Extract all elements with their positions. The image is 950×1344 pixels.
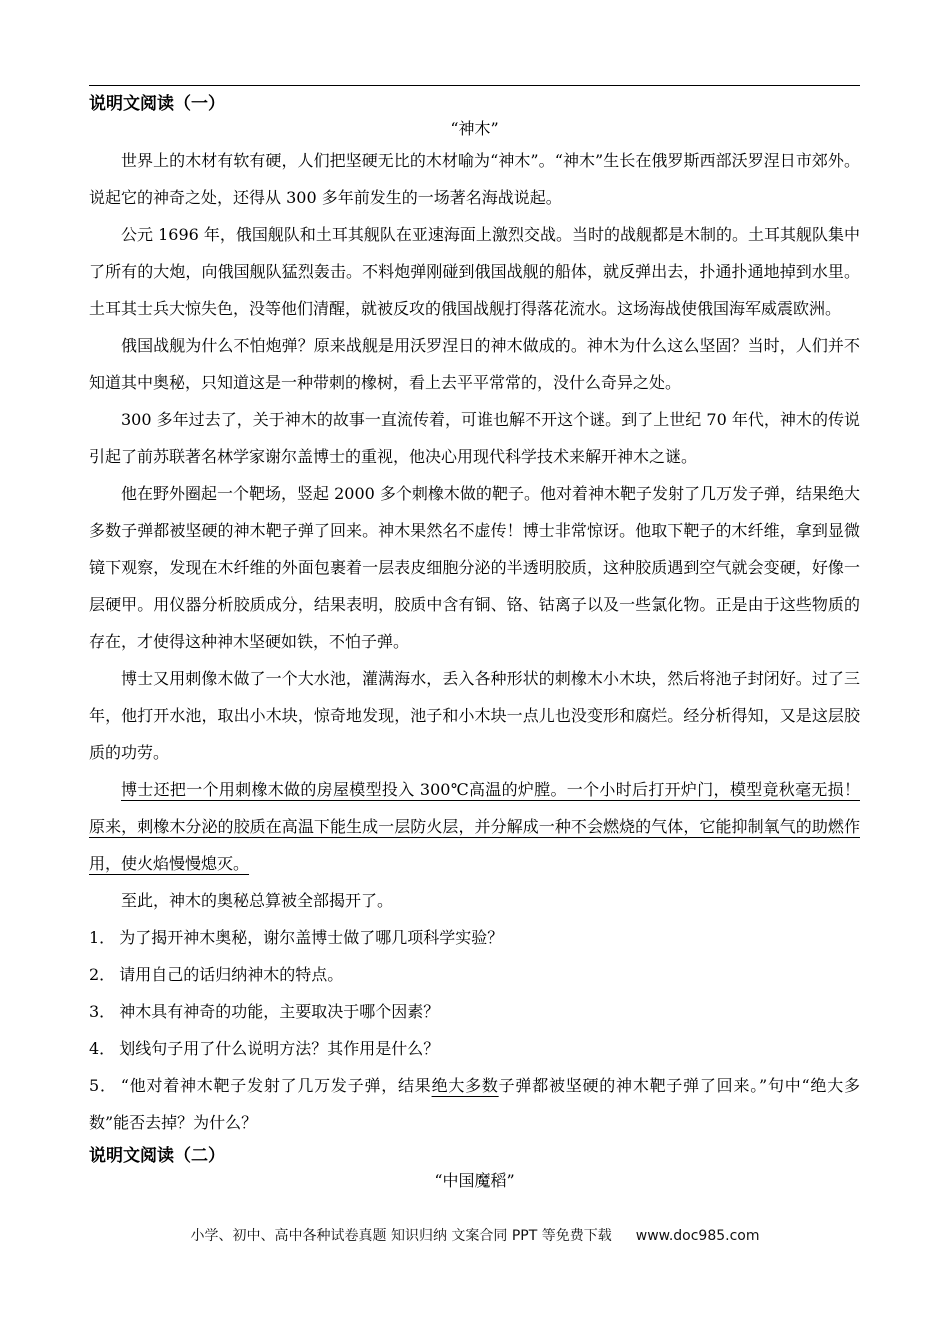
underlined-paragraph <box>89 771 860 882</box>
question-3 <box>89 993 860 1030</box>
closing-paragraph: 至此，神木的奥秘总算被全部揭开了。 <box>121 891 394 910</box>
footer-text: 小学、初中、高中各种试卷真题 知识归纳 文案合同 PPT 等免费下载 <box>190 1228 612 1244</box>
question-text: 请用自己的话归纳神木的特点。 <box>119 965 344 984</box>
article-2-title: “中国魔稻” <box>434 1171 515 1190</box>
paragraph: 博士又用刺像木做了一个大水池，灌满海水，丢入各种形状的刺橡木小木块，然后将池子封闭好。过了三年，他打开水池，取出小木块，惊奇地发现，池子和小木块一点儿也没变形和腐烂。经分析得知，又是这层胶质的功劳。 <box>89 669 860 762</box>
question-number: 2． <box>89 965 116 984</box>
paragraph: 公元 1696 年，俄国舰队和土耳其舰队在亚速海面上激烈交战。当时的战舰都是木制的。土耳其舰队集中了所有的大炮，向俄国舰队猛烈轰击。不料炮弹刚碰到俄国战舰的船体，就反弹出去，扑通扑通地掉到水里。土耳其士兵大惊失色，没等他们清醒，就被反攻的俄国战舰打得落花流水。这场海战使俄国海军威震欧洲。 <box>89 225 860 318</box>
section-2-heading: 说明文阅读（二） <box>89 1146 225 1166</box>
question-number: 4． <box>89 1039 116 1058</box>
footer-site-link[interactable]: www.doc985.com <box>635 1228 760 1244</box>
question-number: 5． <box>89 1076 117 1095</box>
underlined-phrase: 绝大多数 <box>431 1076 499 1095</box>
document-body <box>89 89 860 1194</box>
question-number: 3． <box>89 1002 116 1021</box>
underlined-sentence: 博士还把一个用刺橡木做的房屋模型投入 300℃高温的炉膛。一个小时后打开炉门，模型竟秋毫无损！原来，刺橡木分泌的胶质在高温下能生成一层防火层，并分解成一种不会燃烧的气体，它能抑制氧气的助燃作用，使火焰慢慢熄灭。 <box>89 780 860 873</box>
question-2 <box>89 956 860 993</box>
question-text: 划线句子用了什么说明方法？其作用是什么？ <box>119 1039 440 1058</box>
question-text: 神木具有神奇的功能，主要取决于哪个因素？ <box>119 1002 440 1021</box>
paragraph: 他在野外圈起一个靶场，竖起 2000 多个刺橡木做的靶子。他对着神木靶子发射了几万发子弹，结果绝大多数子弹都被坚硬的神木靶子弹了回来。神木果然名不虚传！博士非常惊讶。他取下靶子的木纤维，拿到显微镜下观察，发现在木纤维的外面包裹着一层表皮细胞分泌的半透明胶质，这种胶质遇到空气就会变硬，好像一层硬甲。用仪器分析胶质成分，结果表明，胶质中含有铜、铬、钴离子以及一些氯化物。正是由于这些物质的存在，才使得这种神木坚硬如铁，不怕子弹。 <box>89 484 860 651</box>
section-1-heading: 说明文阅读（一） <box>89 94 225 114</box>
question-4 <box>89 1030 860 1067</box>
question-text: 为了揭开神木奥秘，谢尔盖博士做了哪几项科学实验？ <box>119 928 504 947</box>
paragraph: 300 多年过去了，关于神木的故事一直流传着，可谁也解不开这个谜。到了上世纪 70 年代，神木的传说引起了前苏联著名林学家谢尔盖博士的重视，他决心用现代科学技术来解开神木之谜。 <box>89 410 860 466</box>
question-text-post: 子弹都被坚硬的神木靶子弹了回来。”句中“绝大多数”能否去掉？为什么？ <box>89 1076 860 1132</box>
paragraph: 世界上的木材有软有硬，人们把坚硬无比的木材喻为“神木”。“神木”生长在俄罗斯西部沃罗涅日市郊外。说起它的神奇之处，还得从 300 多年前发生的一场著名海战说起。 <box>89 151 860 207</box>
question-1 <box>89 919 860 956</box>
page-footer <box>0 1225 950 1245</box>
question-text-pre: “他对着神木靶子发射了几万发子弹，结果 <box>120 1076 432 1095</box>
top-rule <box>89 85 860 86</box>
article-1-title: “神木” <box>450 119 499 138</box>
paragraph: 俄国战舰为什么不怕炮弹？原来战舰是用沃罗涅日的神木做成的。神木为什么这么坚固？当时，人们并不知道其中奥秘，只知道这是一种带刺的橡树，看上去平平常常的，没什么奇异之处。 <box>89 336 860 392</box>
question-number: 1． <box>89 928 116 947</box>
question-5 <box>89 1067 860 1141</box>
